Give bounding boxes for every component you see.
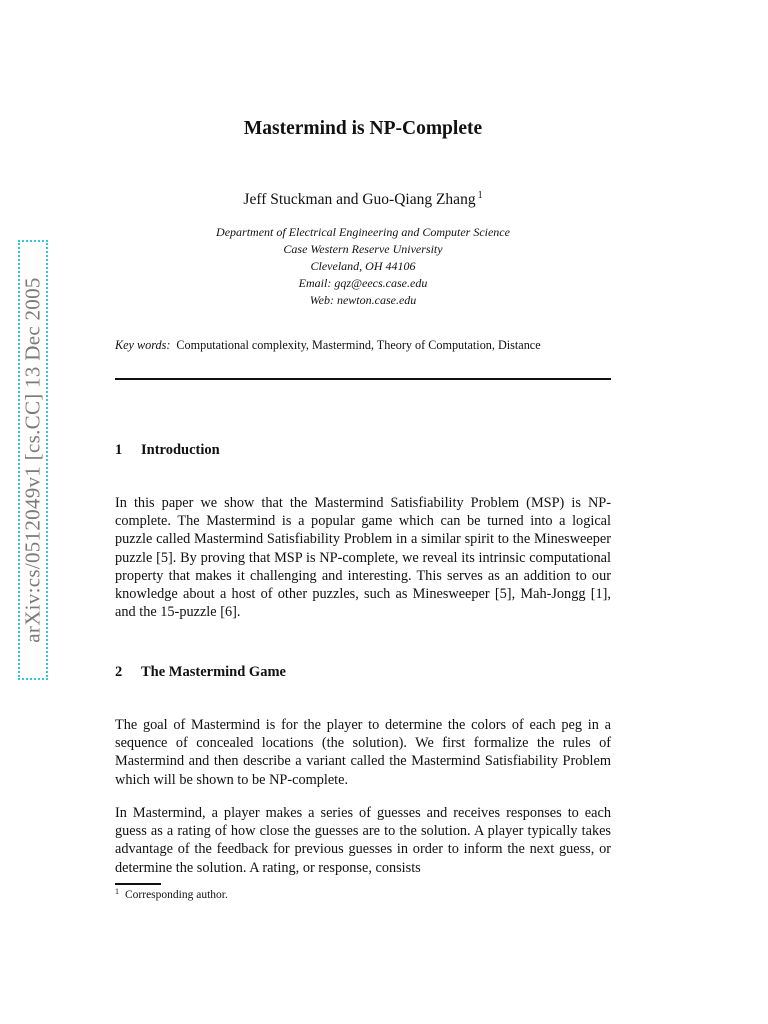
- keywords-block: [115, 337, 611, 354]
- affiliation-email[interactable]: Email: gqz@eecs.case.edu: [298, 276, 428, 290]
- footnote-mark: 1: [115, 887, 119, 896]
- footnote-rule: [115, 883, 161, 885]
- arxiv-identifier[interactable]: arXiv:cs/0512049v1 [cs.CC] 13 Dec 2005: [20, 277, 45, 643]
- author-line: [115, 190, 611, 209]
- affiliation-city: Cleveland, OH 44106: [310, 259, 416, 273]
- section-2-paragraph-2: In Mastermind, a player makes a series of guesses and receives responses to each guess as a rating of how close the guesses are to the solution. A player typically takes advantage of the feedback for previous guesses in order to inform the next guess, or determine the solution. A rating, or response, consists: [115, 805, 611, 876]
- paper-title: Mastermind is NP-Complete: [243, 118, 483, 139]
- footnote-text: Corresponding author.: [125, 889, 228, 901]
- abstract-rule: [115, 378, 611, 380]
- keywords-label: Key words:: [115, 338, 171, 352]
- section-1-paragraph-1: In this paper we show that the Mastermind Satisfiability Problem (MSP) is NP-complete. The Mastermind is a popular game which can be turned into a logical puzzle called Mastermind Satisfiability Problem in a similar spirit to the Minesweeper puzzle [5]. By proving that MSP is NP-complete, we reveal its intrinsic computational property that makes it challenging and interesting. This serves as an addition to our knowledge about a host of other puzzles, such as Minesweeper [5], Mah-Jongg [1], and the 15-puzzle [6].: [115, 495, 611, 621]
- author-footnote-mark[interactable]: 1: [477, 190, 483, 201]
- section-2-title: The Mastermind Game: [141, 664, 286, 680]
- section-2-paragraph-1: The goal of Mastermind is for the player to determine the colors of each peg in a sequence of concealed locations (the solution). We first formalize the rules of Mastermind and then describe a variant called the Mastermind Satisfiability Problem which will be shown to be NP-complete.: [115, 717, 611, 788]
- section-1-title: Introduction: [141, 442, 220, 458]
- section-1-heading: [115, 442, 611, 459]
- affiliation-department: Department of Electrical Engineering and Computer Science: [216, 225, 510, 239]
- affiliation-block: [115, 224, 611, 309]
- footnote: [115, 887, 611, 901]
- section-1-number: 1: [115, 442, 123, 458]
- author-names: Jeff Stuckman and Guo-Qiang Zhang: [243, 191, 476, 208]
- affiliation-university: Case Western Reserve University: [283, 242, 443, 256]
- arxiv-stamp: [18, 240, 48, 680]
- section-2-heading: [115, 664, 611, 681]
- section-2-number: 2: [115, 664, 123, 680]
- affiliation-web[interactable]: Web: newton.case.edu: [309, 293, 417, 307]
- keywords-text: Computational complexity, Mastermind, Theory of Computation, Distance: [176, 338, 541, 352]
